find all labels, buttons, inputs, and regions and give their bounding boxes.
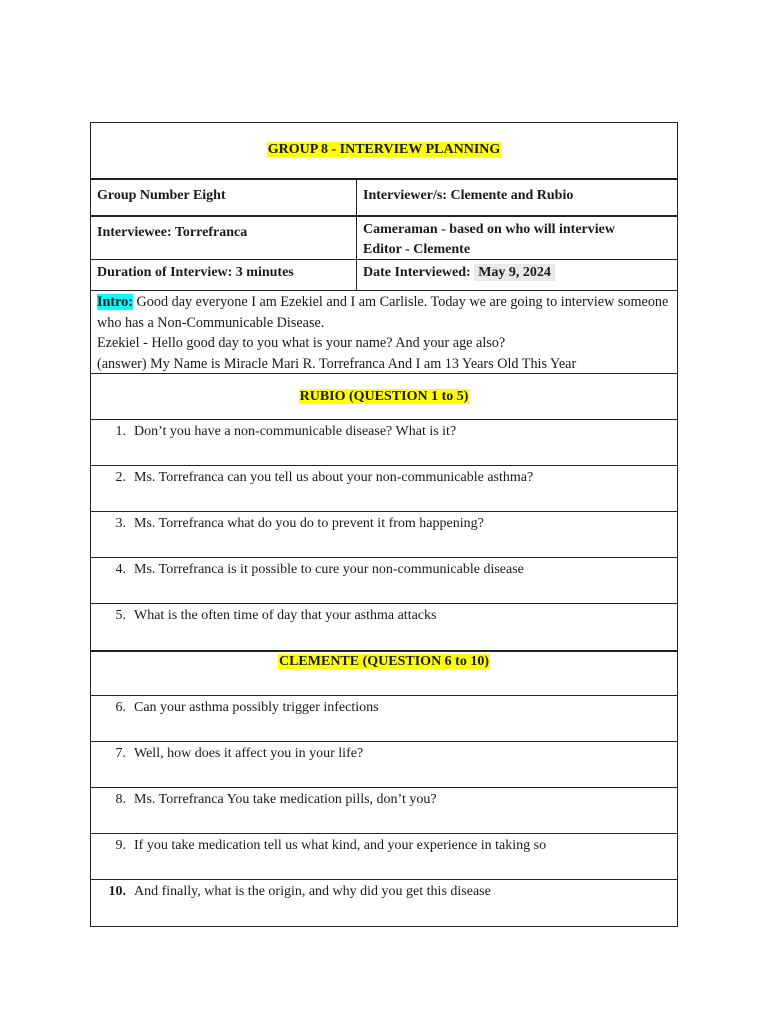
duration-row xyxy=(91,259,677,290)
section-title-rubio: RUBIO (QUESTION 1 to 5) xyxy=(299,389,469,404)
question-number: 10. xyxy=(108,884,126,899)
intro-line-1: Good day everyone I am Ezekiel and I am Carlisle. Today we are going to interview someone who has a Non-Communicable Disease. xyxy=(97,294,669,331)
question-text: Ms. Torrefranca is it possible to cure your non-communicable disease xyxy=(134,562,524,577)
question-row xyxy=(91,465,677,511)
question-text: Can your asthma possibly trigger infections xyxy=(134,700,379,715)
cameraman: Cameraman - based on who will interview xyxy=(363,222,615,237)
question-row xyxy=(91,557,677,603)
intro-paragraph xyxy=(97,292,671,333)
section-title-clemente: CLEMENTE (QUESTION 6 to 10) xyxy=(278,654,490,669)
question-row xyxy=(91,695,677,741)
section-header-rubio xyxy=(91,373,677,419)
date-value: May 9, 2024 xyxy=(474,264,555,281)
question-text: And finally, what is the origin, and why did you get this disease xyxy=(134,884,491,899)
intro-row xyxy=(91,290,677,373)
intro-label: Intro: xyxy=(97,294,133,310)
question-text: Ms. Torrefranca what do you do to prevent it from happening? xyxy=(134,516,484,531)
question-text: Ms. Torrefranca You take medication pills, don’t you? xyxy=(134,792,437,807)
question-number: 8. xyxy=(115,792,126,807)
question-text: Don’t you have a non-communicable disease? What is it? xyxy=(134,424,457,439)
question-number: 5. xyxy=(115,608,126,623)
title-row xyxy=(91,123,677,178)
date-label: Date Interviewed: xyxy=(363,265,471,280)
crew-cell xyxy=(357,217,677,259)
question-number: 4. xyxy=(115,562,126,577)
interviewers: Interviewer/s: Clemente and Rubio xyxy=(363,188,574,203)
duration: Duration of Interview: 3 minutes xyxy=(91,260,357,290)
question-row xyxy=(91,787,677,833)
interview-planning-table xyxy=(90,122,678,927)
question-text: What is the often time of day that your asthma attacks xyxy=(134,608,437,623)
group-row xyxy=(91,178,677,215)
document-title: GROUP 8 - INTERVIEW PLANNING xyxy=(267,142,501,157)
question-number: 7. xyxy=(115,746,126,761)
interviewee-row xyxy=(91,215,677,259)
question-row xyxy=(91,879,677,926)
question-number: 1. xyxy=(115,424,126,439)
question-number: 6. xyxy=(115,700,126,715)
question-row xyxy=(91,419,677,465)
intro-line-3: (answer) My Name is Miracle Mari R. Torrefranca And I am 13 Years Old This Year xyxy=(97,355,577,372)
question-row xyxy=(91,511,677,557)
question-number: 2. xyxy=(115,470,126,485)
date-cell xyxy=(357,260,677,290)
question-row xyxy=(91,603,677,650)
question-text: Ms. Torrefranca can you tell us about your non-communicable asthma? xyxy=(134,470,534,485)
question-text: If you take medication tell us what kind, and your experience in taking so xyxy=(134,838,547,853)
editor: Editor - Clemente xyxy=(363,242,471,257)
intro-line-2: Ezekiel - Hello good day to you what is your name? And your age also? xyxy=(97,335,506,351)
question-number: 9. xyxy=(115,838,126,853)
question-row xyxy=(91,833,677,879)
section-header-clemente xyxy=(91,650,677,695)
question-number: 3. xyxy=(115,516,126,531)
question-text: Well, how does it affect you in your life? xyxy=(134,746,364,761)
interviewee: Interviewee: Torrefranca xyxy=(91,217,357,259)
group-number: Group Number Eight xyxy=(91,180,357,215)
question-row xyxy=(91,741,677,787)
